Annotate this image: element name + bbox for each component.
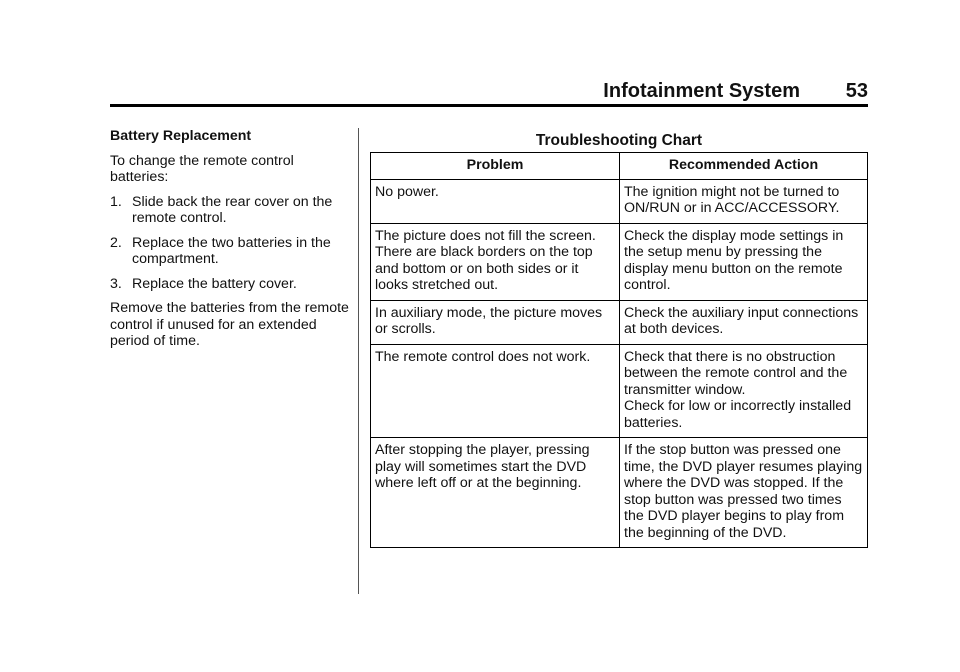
step-number: 3. [110, 275, 122, 292]
page-number: 53 [845, 80, 868, 102]
column-divider [358, 128, 359, 594]
step-text: Replace the battery cover. [132, 275, 297, 292]
problem-cell: In auxiliary mode, the picture moves or scrolls. [371, 300, 620, 344]
step-number: 1. [110, 193, 122, 210]
action-cell [620, 344, 868, 438]
section-title: Infotainment System [603, 80, 800, 102]
troubleshooting-table [370, 152, 868, 548]
action-cell [620, 179, 868, 223]
table-row [371, 223, 868, 300]
problem-cell: After stopping the player, pressing play will sometimes start the DVD where left off or at the beginning. [371, 438, 620, 548]
column-header-action: Recommended Action [620, 153, 868, 180]
battery-intro: To change the remote control batteries: [110, 152, 294, 185]
table-row [371, 344, 868, 438]
action-text: Check the auxiliary input connections at both devices. [624, 304, 859, 337]
battery-heading: Battery Replacement [110, 128, 252, 144]
table-row [371, 300, 868, 344]
problem-cell: The picture does not fill the screen. There are black borders on the top and bottom or on both sides or it looks stretched out. [371, 223, 620, 300]
step-item [110, 194, 350, 227]
action-cell [620, 438, 868, 548]
chart-title: Troubleshooting Chart [535, 132, 703, 149]
problem-cell: No power. [371, 179, 620, 223]
action-text: Check that there is no obstruction between the remote control and the transmitter window. [624, 348, 848, 398]
action-cell [620, 300, 868, 344]
action-text: Check for low or incorrectly installed batteries. [624, 398, 852, 431]
step-item [110, 276, 350, 293]
column-header-problem: Problem [371, 153, 620, 180]
action-cell [620, 223, 868, 300]
step-item [110, 235, 350, 268]
table-row [371, 179, 868, 223]
action-text: The ignition might not be turned to ON/RUN or in ACC/ACCESSORY. [624, 183, 840, 216]
action-text: If the stop button was pressed one time, the DVD player resumes playing where the DVD was stopped. If the stop button was pressed two times the DVD player begins to play from the beginning of the DVD. [624, 442, 863, 541]
header-rule [110, 104, 868, 107]
battery-steps [110, 194, 350, 293]
step-text: Slide back the rear cover on the remote control. [132, 193, 333, 226]
step-number: 2. [110, 234, 122, 251]
battery-note: Remove the batteries from the remote control if unused for an extended period of time. [110, 300, 349, 349]
action-text: Check the display mode settings in the setup menu by pressing the display menu button on the remote control. [624, 227, 844, 293]
step-text: Replace the two batteries in the compartment. [132, 234, 331, 267]
left-column [110, 128, 350, 358]
problem-cell: The remote control does not work. [371, 344, 620, 438]
table-header-row [371, 153, 868, 180]
table-row [371, 438, 868, 548]
